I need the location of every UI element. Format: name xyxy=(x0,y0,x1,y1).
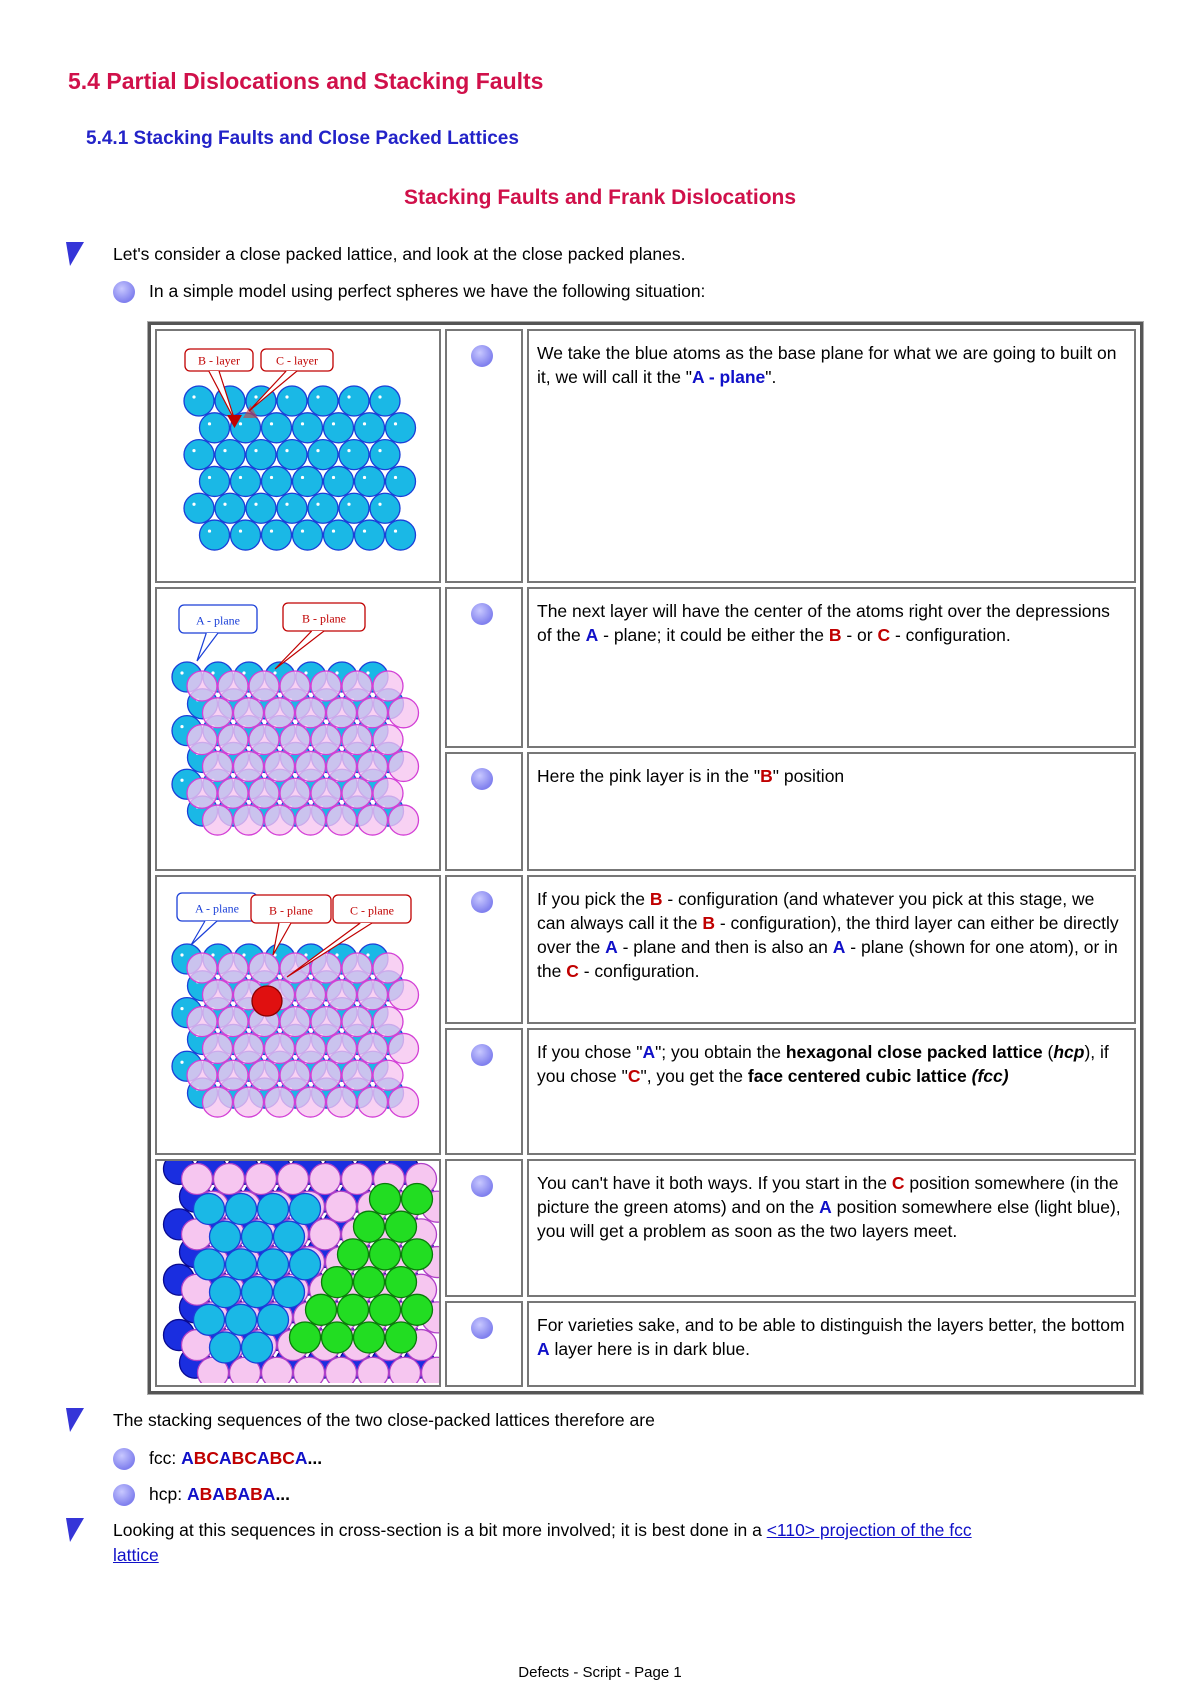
atom-c xyxy=(402,1239,433,1270)
atom-b xyxy=(327,805,357,835)
atom-a xyxy=(210,1277,241,1308)
atom-b xyxy=(249,953,279,983)
atom-a xyxy=(215,493,245,523)
atom-b xyxy=(249,671,279,701)
atom-b xyxy=(234,1033,264,1063)
atom-highlight xyxy=(316,503,319,506)
atom-c xyxy=(386,1322,417,1353)
atom-b xyxy=(342,953,372,983)
page-title: 5.4 Partial Dislocations and Stacking Faults xyxy=(68,68,544,94)
atom-highlight xyxy=(270,529,273,532)
atom-a xyxy=(339,493,369,523)
atom-b xyxy=(326,1357,357,1383)
atom-b xyxy=(246,1164,277,1195)
atom-a xyxy=(370,493,400,523)
atom-highlight xyxy=(347,449,350,452)
label-b-plane: B - plane xyxy=(269,903,313,918)
atom-highlight xyxy=(316,449,319,452)
atom-a xyxy=(324,466,354,496)
atom-b xyxy=(390,1357,421,1383)
atom-b xyxy=(234,1087,264,1117)
atom-b xyxy=(249,1060,279,1090)
atom-b xyxy=(389,1033,419,1063)
atom-b xyxy=(311,1060,341,1090)
atom-b xyxy=(234,751,264,781)
atom-b xyxy=(187,1007,217,1037)
page-subtitle: 5.4.1 Stacking Faults and Close Packed Lattices xyxy=(86,128,519,149)
atom-a xyxy=(324,520,354,550)
bullet-icon xyxy=(471,1175,493,1197)
atom-a xyxy=(194,1304,225,1335)
atom-b xyxy=(358,1033,388,1063)
bullet-icon xyxy=(471,1044,493,1066)
atom-b xyxy=(294,1357,325,1383)
atom-highlight xyxy=(363,529,366,532)
atom-b xyxy=(358,1357,389,1383)
atom-b xyxy=(358,698,388,728)
hcp_seq-letter: B xyxy=(250,1484,263,1504)
atom-b xyxy=(342,671,372,701)
fcc_seq-letter: B xyxy=(269,1448,283,1468)
atom-b xyxy=(373,671,403,701)
atom-highlight xyxy=(270,422,273,425)
atom-highlight xyxy=(254,449,257,452)
atom-a xyxy=(277,493,307,523)
atom-highlight xyxy=(180,671,183,674)
atom-b xyxy=(265,1033,295,1063)
intro-line-2: In a simple model using perfect spheres we have the following situation: xyxy=(149,281,706,301)
atom-b xyxy=(373,1060,403,1090)
atom-c xyxy=(386,1211,417,1242)
atom-b xyxy=(187,778,217,808)
atom-b xyxy=(358,980,388,1010)
atom-highlight xyxy=(254,503,257,506)
atom-b xyxy=(203,1087,233,1117)
atom-b xyxy=(182,1164,213,1195)
row-7-text: For varieties sake, and to be able to distinguish the layers better, the bottom A layer here is in dark blue. xyxy=(527,1301,1136,1387)
atom-b xyxy=(280,1007,310,1037)
atom-highlight xyxy=(192,503,195,506)
atom-highlight xyxy=(378,395,381,398)
atom-c xyxy=(322,1267,353,1298)
atom-a xyxy=(293,466,323,496)
row-3-text: Here the pink layer is in the "B" position xyxy=(527,752,1136,871)
atom-b xyxy=(311,778,341,808)
atom-b xyxy=(389,698,419,728)
atom-highlight xyxy=(192,395,195,398)
atom-a xyxy=(210,1221,241,1252)
atom-a xyxy=(210,1332,241,1363)
hcp_seq-letter: A xyxy=(186,1484,200,1504)
atom-b xyxy=(296,698,326,728)
hcp_seq-letter: B xyxy=(199,1484,213,1504)
atom-a xyxy=(231,520,261,550)
atom-highlight xyxy=(301,529,304,532)
atom-highlight xyxy=(208,422,211,425)
atom-b xyxy=(278,1164,309,1195)
atom-b xyxy=(389,751,419,781)
atom-b xyxy=(187,953,217,983)
row-2-text: The next layer will have the center of the atoms right over the depressions of the A - plane; it could be either the B - or C - configuration. xyxy=(527,587,1136,748)
atom-b xyxy=(265,751,295,781)
atom-b xyxy=(389,1087,419,1117)
atom-a xyxy=(226,1304,257,1335)
atom-a xyxy=(242,1277,273,1308)
atom-b xyxy=(389,805,419,835)
atom-highlight xyxy=(254,395,257,398)
atom-b xyxy=(373,1007,403,1037)
row-6-text: You can't have it both ways. If you start in the C position somewhere (in the picture the green atoms) and on the A position somewhere else (light blue), you will get a problem as soon as the two layers meet. xyxy=(527,1159,1136,1297)
atom-a xyxy=(293,413,323,443)
atom-highlight xyxy=(301,422,304,425)
atom-a xyxy=(194,1249,225,1280)
atom-a xyxy=(194,1194,225,1225)
bullet-icon xyxy=(471,345,493,367)
atom-b xyxy=(187,1060,217,1090)
atom-c xyxy=(402,1294,433,1325)
atom-a xyxy=(242,1332,273,1363)
atom-highlight xyxy=(285,395,288,398)
bullet-icon xyxy=(113,1484,135,1506)
atom-a xyxy=(200,466,230,496)
atom-b xyxy=(342,1164,373,1195)
atom-a xyxy=(324,413,354,443)
atom-b xyxy=(296,1033,326,1063)
atom-c xyxy=(338,1294,369,1325)
fcc_seq-letter: A xyxy=(256,1448,270,1468)
bullet-icon xyxy=(113,281,135,303)
atom-b xyxy=(218,953,248,983)
atom-highlight xyxy=(316,395,319,398)
atom-highlight xyxy=(285,503,288,506)
atom-highlight xyxy=(208,529,211,532)
bullet-icon xyxy=(471,891,493,913)
fcc_seq-letter: C xyxy=(244,1448,257,1468)
summary-line: The stacking sequences of the two close-packed lattices therefore are xyxy=(113,1410,655,1430)
atom-a xyxy=(277,386,307,416)
atom-b xyxy=(265,698,295,728)
atom-c xyxy=(306,1294,337,1325)
atom-b xyxy=(203,751,233,781)
atom-a xyxy=(370,440,400,470)
atom-highlight xyxy=(239,422,242,425)
fcc_seq-letter: A xyxy=(294,1448,308,1468)
label-c-layer: C - layer xyxy=(276,353,318,368)
atom-b xyxy=(265,1087,295,1117)
label-b-plane: B - plane xyxy=(302,611,346,626)
atom-highlight xyxy=(332,476,335,479)
atom-a xyxy=(355,520,385,550)
atom-highlight xyxy=(180,1061,183,1064)
atom-b xyxy=(187,725,217,755)
atom-b xyxy=(327,1087,357,1117)
hcp_seq-letter: A xyxy=(212,1484,225,1504)
atom-b xyxy=(326,1191,357,1222)
atom-b xyxy=(296,751,326,781)
atom-highlight xyxy=(239,476,242,479)
atom-b xyxy=(203,980,233,1010)
atom-b xyxy=(358,1087,388,1117)
atom-a xyxy=(262,466,292,496)
atom-a xyxy=(258,1194,289,1225)
atom-b xyxy=(373,953,403,983)
label-a-plane-pointer xyxy=(191,921,217,945)
atom-b xyxy=(234,805,264,835)
atom-highlight xyxy=(394,422,397,425)
projection-link[interactable]: <110> projection of the fcc xyxy=(766,1520,972,1540)
intro-line-1: Let's consider a close packed lattice, and look at the close packed planes. xyxy=(113,244,686,264)
atom-highlight xyxy=(180,779,183,782)
atom-a xyxy=(200,520,230,550)
atom-b xyxy=(280,953,310,983)
atom-highlight xyxy=(347,503,350,506)
atom-a xyxy=(290,1194,321,1225)
atom-highlight xyxy=(192,449,195,452)
bullet-icon xyxy=(471,768,493,790)
fcc_seq-letter: A xyxy=(219,1448,232,1468)
atom-highlight xyxy=(301,476,304,479)
atom-highlight xyxy=(180,1007,183,1010)
atom-a xyxy=(246,440,276,470)
atom-b xyxy=(373,725,403,755)
atom-b xyxy=(218,778,248,808)
bullet-icon xyxy=(471,1317,493,1339)
flag-icon xyxy=(62,240,86,266)
atom-b xyxy=(218,725,248,755)
atom-b xyxy=(214,1164,245,1195)
atom-c xyxy=(354,1267,385,1298)
atom-highlight xyxy=(363,476,366,479)
atom-a xyxy=(308,493,338,523)
atom-c xyxy=(402,1184,433,1215)
atom-a xyxy=(355,466,385,496)
atom-a xyxy=(308,440,338,470)
atom-highlight xyxy=(239,529,242,532)
flag-icon xyxy=(62,1516,86,1542)
atom-b xyxy=(265,805,295,835)
atom-highlight xyxy=(180,953,183,956)
page-footer: Defects - Script - Page 1 xyxy=(518,1664,682,1681)
atom-b xyxy=(218,1060,248,1090)
hcp_seq-letter: B xyxy=(224,1484,238,1504)
atom-a xyxy=(293,520,323,550)
atom-b xyxy=(234,698,264,728)
atom-b xyxy=(311,671,341,701)
atom-a xyxy=(258,1249,289,1280)
fcc_seq-letter: B xyxy=(193,1448,207,1468)
atom-c xyxy=(386,1267,417,1298)
figure-stacking-fault xyxy=(155,1159,441,1387)
atom-highlight xyxy=(270,476,273,479)
label-b-layer: B - layer xyxy=(198,353,240,368)
atom-c xyxy=(290,1322,321,1353)
fcc_seq-letter: C xyxy=(206,1448,220,1468)
atom-b xyxy=(218,1007,248,1037)
atom-b xyxy=(203,805,233,835)
atom-c xyxy=(322,1322,353,1353)
atom-third-layer xyxy=(252,986,282,1016)
atom-a xyxy=(262,520,292,550)
atom-a xyxy=(242,1221,273,1252)
hcp-sequence xyxy=(187,1484,275,1504)
atom-b xyxy=(342,778,372,808)
atom-b xyxy=(358,751,388,781)
atom-b xyxy=(358,805,388,835)
fcc_seq-letter: A xyxy=(181,1448,194,1468)
figure-b-plane xyxy=(155,587,441,871)
row-5-text: If you chose "A"; you obtain the hexagonal close packed lattice (hcp), if you chose "C", you get the face centered cubic lattice (fcc) xyxy=(527,1028,1136,1155)
atom-a xyxy=(274,1221,305,1252)
hcp-sequence-line: hcp: ABABABA... xyxy=(149,1484,291,1504)
atom-b xyxy=(249,778,279,808)
atom-highlight xyxy=(223,449,226,452)
atom-b xyxy=(342,1060,372,1090)
atom-highlight xyxy=(180,725,183,728)
figure-c-plane xyxy=(155,875,441,1155)
atom-b xyxy=(327,698,357,728)
atom-a xyxy=(339,440,369,470)
atom-c xyxy=(338,1239,369,1270)
label-a-plane: A - plane xyxy=(195,901,239,916)
fcc_seq-letter: B xyxy=(231,1448,245,1468)
atom-b xyxy=(389,980,419,1010)
atom-a xyxy=(226,1249,257,1280)
atom-a xyxy=(277,440,307,470)
atom-highlight xyxy=(332,529,335,532)
atom-a xyxy=(258,1304,289,1335)
atom-b xyxy=(342,1007,372,1037)
atom-b xyxy=(296,805,326,835)
atom-b xyxy=(327,980,357,1010)
atom-a xyxy=(274,1277,305,1308)
atom-a xyxy=(215,440,245,470)
stacking-table xyxy=(148,322,1143,1394)
atom-a xyxy=(184,440,214,470)
closing-paragraph: Looking at this sequences in cross-section is a bit more involved; it is best done in a <110> projection of the fcc lattice xyxy=(113,1520,972,1565)
atom-b xyxy=(218,671,248,701)
atom-b xyxy=(203,1033,233,1063)
bullet-icon xyxy=(113,1448,135,1470)
atom-b xyxy=(187,671,217,701)
atom-b xyxy=(280,1060,310,1090)
row-1-text: We take the blue atoms as the base plane for what we are going to built on it, we will call it the "A - plane". xyxy=(527,329,1136,583)
fcc-sequence xyxy=(181,1448,307,1468)
row-4-text: If you pick the B - configuration (and whatever you pick at this stage, we can always call it the B - configuration), the third layer can either be directly over the A - plane and then is also an A - plane (shown for one atom), or in the C - configuration. xyxy=(527,875,1136,1024)
label-c-plane: C - plane xyxy=(350,903,394,918)
section-title: Stacking Faults and Frank Dislocations xyxy=(403,186,797,209)
atom-highlight xyxy=(363,422,366,425)
atom-highlight xyxy=(378,449,381,452)
atom-b xyxy=(203,698,233,728)
atom-b xyxy=(296,980,326,1010)
label-a-plane-pointer xyxy=(197,633,218,661)
fcc-sequence-line: fcc: ABCABCABCA... xyxy=(149,1448,323,1468)
atom-a xyxy=(231,466,261,496)
atom-highlight xyxy=(378,503,381,506)
atom-highlight xyxy=(285,449,288,452)
atom-a xyxy=(290,1249,321,1280)
bullet-icon xyxy=(471,603,493,625)
atom-b xyxy=(262,1357,293,1383)
atom-a xyxy=(184,386,214,416)
hcp_seq-letter: A xyxy=(237,1484,251,1504)
atom-highlight xyxy=(394,529,397,532)
atom-a xyxy=(355,413,385,443)
atom-b xyxy=(310,1219,341,1250)
atom-highlight xyxy=(223,503,226,506)
atom-c xyxy=(370,1239,401,1270)
atom-a xyxy=(386,413,416,443)
atom-a xyxy=(339,386,369,416)
atom-c xyxy=(370,1184,401,1215)
atom-a xyxy=(308,386,338,416)
atom-b xyxy=(280,725,310,755)
atom-c xyxy=(370,1294,401,1325)
atom-b xyxy=(249,725,279,755)
atom-highlight xyxy=(332,422,335,425)
atom-a xyxy=(386,520,416,550)
atom-b xyxy=(310,1164,341,1195)
atom-b xyxy=(311,725,341,755)
hcp_seq-letter: A xyxy=(262,1484,276,1504)
atom-b xyxy=(327,1033,357,1063)
atom-a xyxy=(184,493,214,523)
atom-b xyxy=(327,751,357,781)
atom-b xyxy=(311,1007,341,1037)
atom-a xyxy=(246,493,276,523)
atom-a xyxy=(370,386,400,416)
atom-a xyxy=(262,413,292,443)
atom-a xyxy=(386,466,416,496)
fcc_seq-letter: C xyxy=(282,1448,295,1468)
atom-c xyxy=(354,1322,385,1353)
atom-highlight xyxy=(208,476,211,479)
atom-b xyxy=(373,778,403,808)
atom-a xyxy=(226,1194,257,1225)
atom-b xyxy=(342,725,372,755)
atom-highlight xyxy=(347,395,350,398)
atom-b xyxy=(280,778,310,808)
atom-b xyxy=(280,671,310,701)
projection-link-continued[interactable]: lattice xyxy=(113,1545,159,1565)
flag-icon xyxy=(62,1406,86,1432)
atom-a xyxy=(200,413,230,443)
figure-a-plane xyxy=(155,329,441,583)
atom-b xyxy=(296,1087,326,1117)
atom-highlight xyxy=(394,476,397,479)
atom-c xyxy=(354,1211,385,1242)
label-a-plane: A - plane xyxy=(196,613,240,628)
